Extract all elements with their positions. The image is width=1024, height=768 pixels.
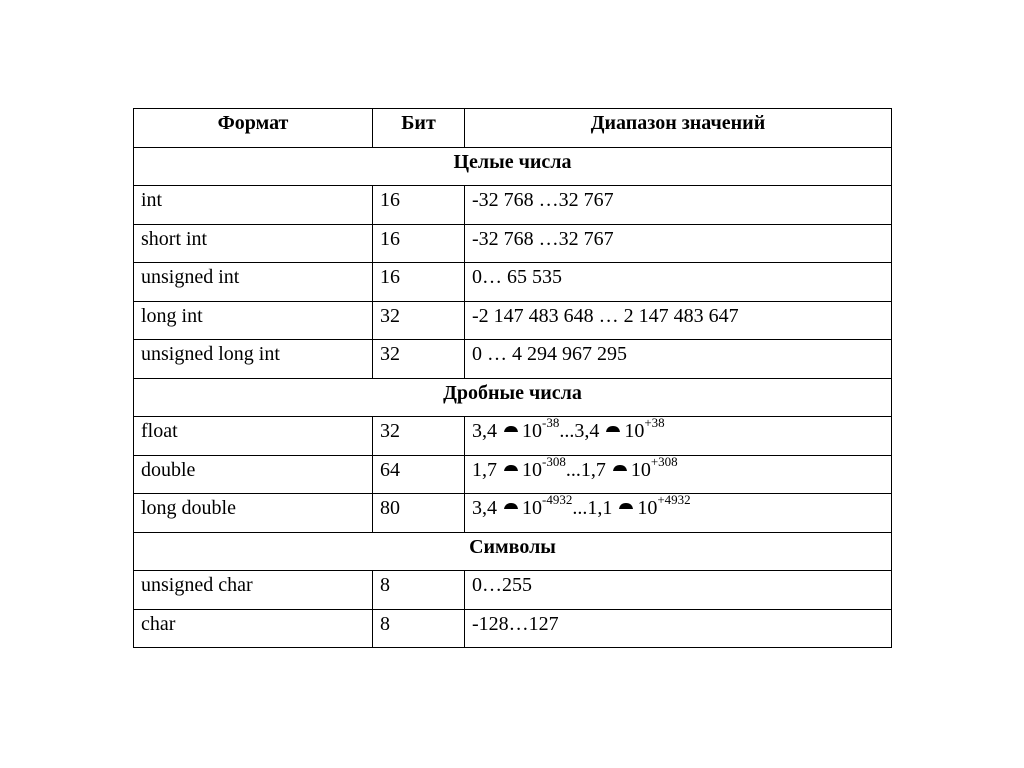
range-text: -2 147 483 648 … 2 147 483 647: [472, 304, 739, 327]
exponent: -308: [542, 455, 566, 469]
format-cell: unsigned char: [134, 571, 373, 610]
range-text: 3,4: [472, 420, 497, 442]
range-cell: [465, 494, 892, 533]
bits-cell: 16: [373, 263, 465, 302]
table-body: [134, 147, 892, 648]
range-cell: [465, 417, 892, 456]
header-format: Формат: [134, 109, 373, 148]
range-cell: [465, 263, 892, 302]
bits-cell: 32: [373, 340, 465, 379]
format-cell: double: [134, 455, 373, 494]
multiply-icon: [503, 425, 519, 433]
format-cell: char: [134, 609, 373, 648]
table-row: [134, 263, 892, 302]
section-title: Символы: [134, 532, 892, 571]
range-text: 0 … 4 294 967 295: [472, 343, 627, 365]
table-row: [134, 224, 892, 263]
range-text: 10: [624, 420, 645, 442]
format-cell: unsigned int: [134, 263, 373, 302]
range-text: 1,7: [472, 458, 497, 481]
exponent: -4932: [542, 493, 573, 508]
format-cell: int: [134, 186, 373, 225]
table-row: [134, 417, 892, 456]
bits-cell: 16: [373, 224, 465, 263]
bits-cell: 8: [373, 571, 465, 610]
bits-cell: 64: [373, 455, 465, 494]
format-cell: float: [134, 417, 373, 456]
range-text: 3,4: [472, 497, 497, 519]
range-text: 10: [522, 497, 542, 519]
multiply-icon: [618, 502, 634, 510]
table-row: [134, 301, 892, 340]
exponent: +38: [644, 416, 665, 431]
range-cell: [465, 301, 892, 340]
data-types-table: [133, 108, 892, 648]
multiply-icon: [503, 502, 519, 510]
range-cell: [465, 609, 892, 648]
table-row: [134, 609, 892, 648]
range-text: 0…255: [472, 574, 532, 596]
table-row: [134, 494, 892, 533]
format-cell: unsigned long int: [134, 340, 373, 379]
table-row: [134, 455, 892, 494]
range-text: -128…127: [472, 612, 559, 635]
range-text: -32 768 …32 767: [472, 227, 614, 250]
section-title: Дробные числа: [134, 378, 892, 417]
bits-cell: 16: [373, 186, 465, 225]
exponent: +4932: [657, 493, 691, 508]
range-cell: [465, 455, 892, 494]
range-text: ...3,4: [559, 420, 600, 442]
format-cell: short int: [134, 224, 373, 263]
bits-cell: 80: [373, 494, 465, 533]
multiply-icon: [612, 464, 628, 472]
bits-cell: 32: [373, 301, 465, 340]
table-row: [134, 571, 892, 610]
range-cell: [465, 340, 892, 379]
range-text: -32 768 …32 767: [472, 189, 614, 211]
exponent: -38: [542, 416, 560, 431]
table-row: [134, 186, 892, 225]
table-row: [134, 340, 892, 379]
section-row: [134, 532, 892, 571]
header-bits: Бит: [373, 109, 465, 148]
range-text: 10: [522, 458, 542, 481]
bits-cell: 32: [373, 417, 465, 456]
range-text: 10: [630, 458, 651, 481]
header-range: Диапазон значений: [465, 109, 892, 148]
section-title: Целые числа: [134, 147, 892, 186]
range-cell: [465, 186, 892, 225]
section-row: [134, 378, 892, 417]
multiply-icon: [605, 425, 621, 433]
exponent: +308: [650, 455, 678, 469]
range-text: ...1,7: [565, 458, 606, 481]
range-text: 10: [522, 420, 542, 442]
format-cell: long double: [134, 494, 373, 533]
bits-cell: 8: [373, 609, 465, 648]
multiply-icon: [503, 464, 519, 472]
range-cell: [465, 224, 892, 263]
range-text: 0… 65 535: [472, 266, 562, 288]
range-text: 10: [637, 497, 658, 519]
header-row: [134, 109, 892, 148]
range-text: ...1,1: [572, 497, 613, 519]
section-row: [134, 147, 892, 186]
format-cell: long int: [134, 301, 373, 340]
range-cell: [465, 571, 892, 610]
